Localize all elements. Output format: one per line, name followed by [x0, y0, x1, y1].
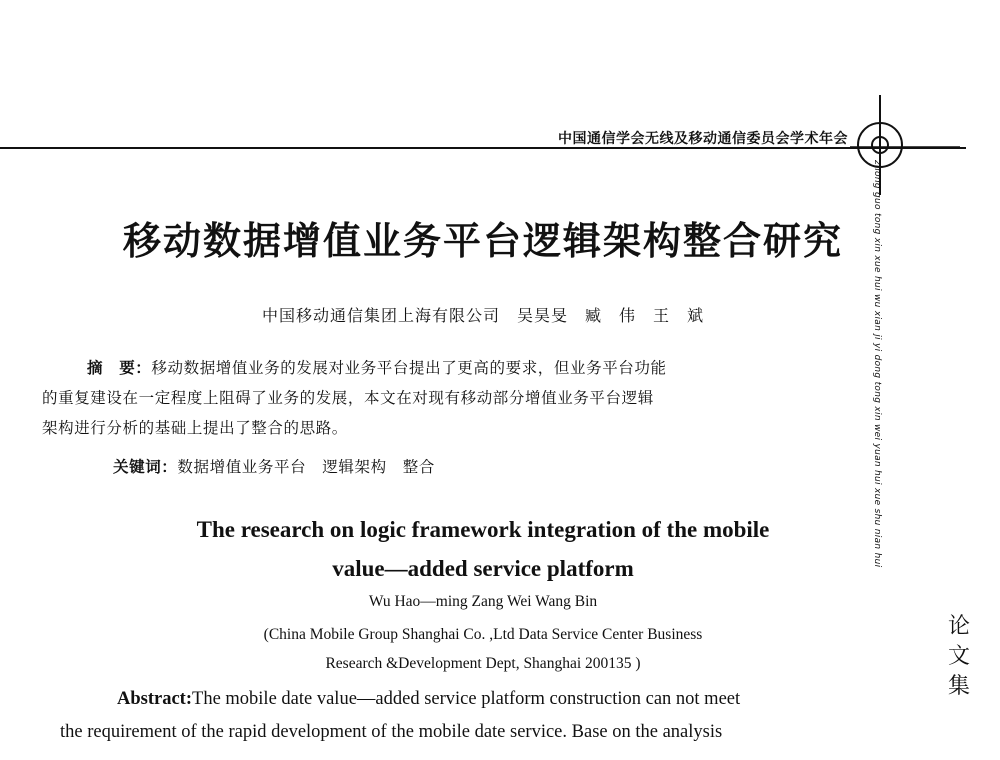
header-rule: [0, 147, 966, 149]
abstract-cn-text: 移动数据增值业务的发展对业务平台提出了更高的要求，但业务平台功能: [151, 359, 667, 377]
conference-header: 中国通信学会无线及移动通信委员会学术年会: [558, 131, 848, 147]
abstract-en-label: Abstract:: [117, 689, 193, 709]
abstract-en-line: the requirement of the rapid development of the mobile date service. Base on the analysis: [60, 722, 723, 742]
keywords-cn-text: 数据增值业务平台 逻辑架构 整合: [177, 458, 436, 476]
side-pinyin-text: zhong guo tong xin xue hui wu xian ji yi dong tong xin wei yuan hui xue shu nian hui: [872, 160, 882, 568]
abstract-cn-label: 摘 要：: [87, 358, 152, 377]
abstract-cn-line: 的重复建设在一定程度上阻碍了业务的发展，本文在对现有移动部分增值业务平台逻辑: [42, 389, 654, 407]
abstract-cn-line: [42, 353, 892, 383]
affiliation-en-line1: (China Mobile Group Shanghai Co. ,Ltd Data Service Center Business: [263, 626, 703, 643]
side-title-char: 文: [947, 644, 970, 669]
abstract-en-line: [60, 683, 860, 716]
abstract-en: [60, 683, 860, 749]
paper-title-cn: 移动数据增值业务平台逻辑架构整合研究: [122, 219, 843, 263]
affiliation-en-line2: Research &Development Dept, Shanghai 200135 ): [325, 655, 641, 672]
paper-title-en-line2: value—added service platform: [332, 556, 634, 581]
crosshair-logo-icon: [850, 95, 960, 205]
paper-title-en-line1: The research on logic framework integration of the mobile: [196, 517, 770, 542]
keywords-cn: [113, 455, 435, 477]
abstract-cn: [42, 353, 892, 443]
abstract-en-text: The mobile date value—added service platform construction can not meet: [192, 689, 741, 709]
side-title-char: 集: [947, 674, 970, 699]
authors-en: Wu Hao—ming Zang Wei Wang Bin: [368, 593, 598, 610]
abstract-cn-line: 架构进行分析的基础上提出了整合的思路。: [42, 419, 348, 437]
side-title-char: 论: [947, 614, 970, 639]
authors-cn: 中国移动通信集团上海有限公司 吴昊旻 臧 伟 王 斌: [261, 306, 704, 325]
keywords-cn-label: 关键词：: [113, 457, 178, 476]
